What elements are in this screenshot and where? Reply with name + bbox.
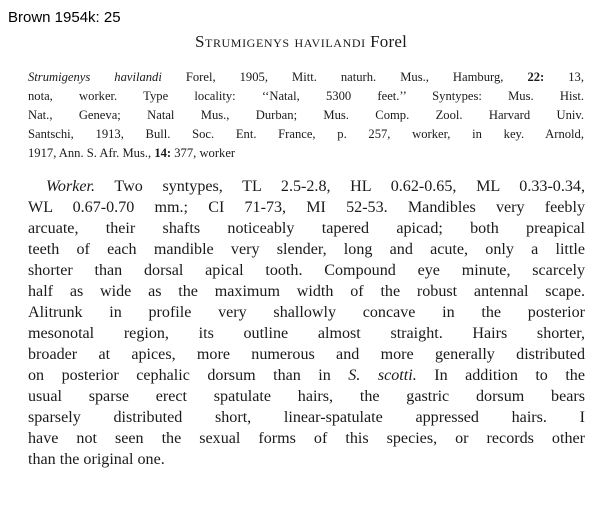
description-line-segment: Alitrunk in profile very shallowly concave in the posterior	[28, 304, 585, 321]
synonymy-line	[28, 125, 584, 144]
description-line-segment: have not seen the sexual forms of this species, or records other	[28, 430, 585, 447]
description-line	[28, 239, 585, 260]
description-line	[28, 386, 585, 407]
description-line-segment: sparsely distributed short, linear-spatulate appressed hairs. I	[28, 409, 585, 426]
citation-tag: Brown 1954k: 25	[8, 9, 121, 26]
synonymy-line	[28, 87, 584, 106]
synonymy-block	[28, 68, 584, 163]
description-line-segment: Two syntypes, TL 2.5-2.8, HL 0.62-0.65, ML 0.33-0.34,	[95, 178, 585, 195]
synonymy-line-segment: Strumigenys havilandi	[28, 70, 162, 84]
species-heading	[0, 32, 602, 52]
description-line	[28, 260, 585, 281]
description-line-segment: broader at apices, more numerous and more generally distributed	[28, 346, 585, 363]
synonymy-line-segment: 22:	[527, 70, 545, 84]
description-line	[28, 218, 585, 239]
description-line-segment: arcuate, their shafts noticeably tapered apicad; both preapical	[28, 220, 585, 237]
synonymy-line-segment: 14:	[154, 146, 172, 160]
description-line	[28, 365, 585, 386]
synonymy-line-segment: 377, worker	[171, 146, 236, 160]
description-line	[28, 197, 585, 218]
description-line	[28, 344, 585, 365]
synonymy-line	[28, 106, 584, 125]
description-line-segment: shorter than dorsal apical tooth. Compound eye minute, scarcely	[28, 262, 585, 279]
description-line-segment: half as wide as the maximum width of the robust antennal scape.	[28, 283, 585, 300]
species-name: Strumigenys havilandi	[194, 32, 366, 51]
description-line	[28, 281, 585, 302]
description-line-segment: In addition to the	[416, 367, 585, 384]
description-line	[28, 176, 585, 197]
description-line-segment: usual sparse erect spatulate hairs, the gastric dorsum bears	[28, 388, 585, 405]
worker-description	[28, 176, 585, 470]
description-line-segment: on posterior cephalic dorsum than in	[28, 367, 349, 384]
description-line	[28, 428, 585, 449]
synonymy-line	[28, 144, 584, 163]
species-author: Forel	[370, 32, 408, 51]
description-line-segment: WL 0.67-0.70 mm.; CI 71-73, MI 52-53. Mandibles very feebly	[28, 199, 585, 216]
description-line-segment: teeth of each mandible very slender, long and acute, only a little	[28, 241, 585, 258]
description-line-segment: mesonotal region, its outline almost straight. Hairs shorter,	[28, 325, 585, 342]
description-line-segment: than the original one.	[28, 451, 165, 468]
description-line-segment: S. scotti.	[348, 367, 417, 384]
description-line	[28, 449, 585, 470]
synonymy-line-segment: nota, worker. Type locality: ‘‘Natal, 5300 feet.’’ Syntypes: Mus. Hist.	[28, 89, 584, 103]
description-line	[28, 407, 585, 428]
synonymy-line-segment: Santschi, 1913, Bull. Soc. Ent. France, p. 257, worker, in key. Arnold,	[28, 127, 584, 141]
description-line	[28, 323, 585, 344]
synonymy-line-segment: Forel, 1905, Mitt. naturh. Mus., Hamburg,	[161, 70, 528, 84]
description-line	[28, 302, 585, 323]
description-line-segment: Worker.	[46, 178, 96, 195]
synonymy-line	[28, 68, 584, 87]
synonymy-line-segment: Nat., Geneva; Natal Mus., Durban; Mus. Comp. Zool. Harvard Univ.	[28, 108, 584, 122]
synonymy-line-segment: 13,	[544, 70, 584, 84]
synonymy-line-segment: 1917, Ann. S. Afr. Mus.,	[28, 146, 155, 160]
